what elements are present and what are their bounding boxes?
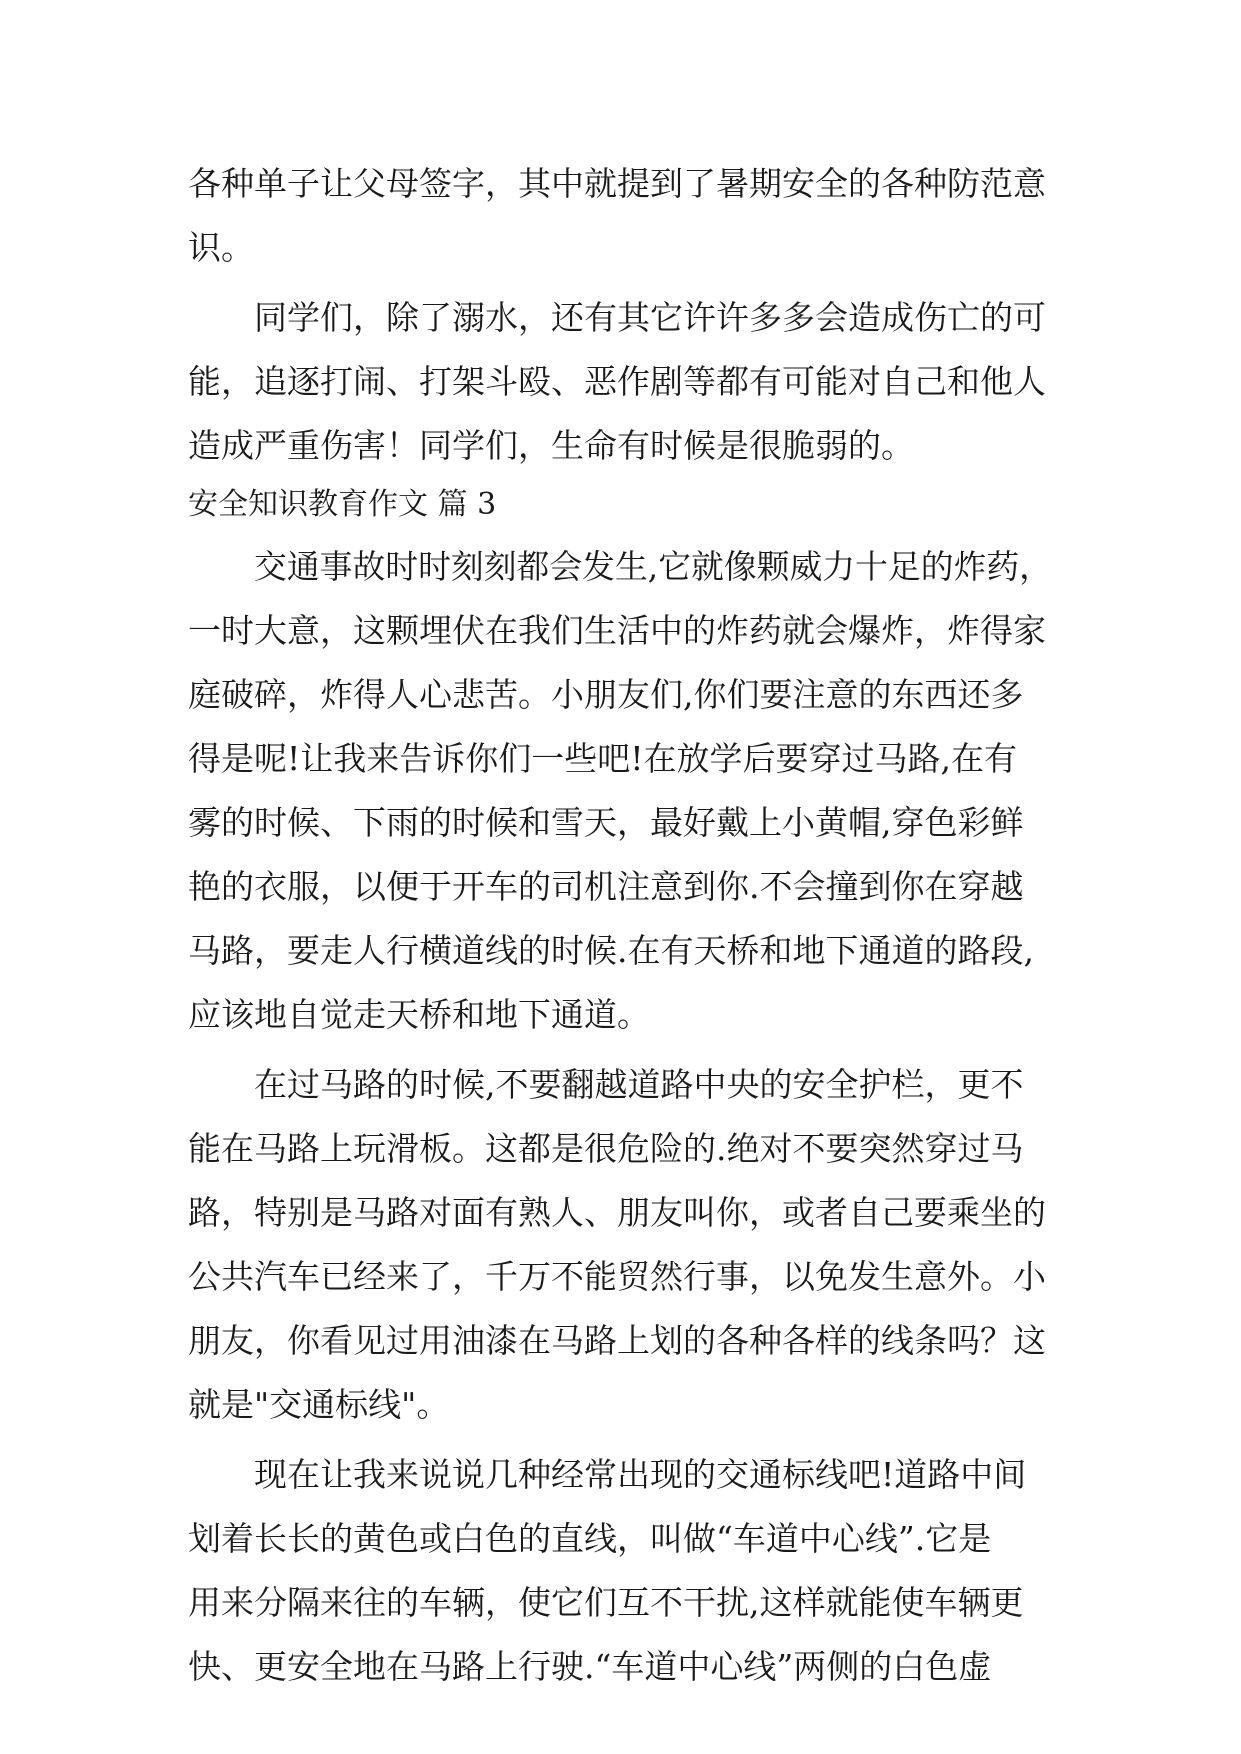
line-text: 路，特别是马路对面有熟人、朋友叫你，或者自己要乘坐的 <box>188 1193 1046 1232</box>
line-text: 雾的时候、下雨的时候和雪天，最好戴上小黄帽,穿色彩鲜 <box>188 803 1024 842</box>
paragraph-start <box>0 286 1241 350</box>
text-line <box>0 599 1241 663</box>
line-text: 能在马路上玩滑板。这都是很危险的.绝对不要突然穿过马 <box>188 1129 1024 1168</box>
line-text: 艳的衣服，以便于开车的司机注意到你.不会撞到你在穿越 <box>188 867 1024 906</box>
line-text: 庭破碎，炸得人心悲苦。小朋友们,你们要注意的东西还多 <box>188 675 1024 714</box>
line-text: 能，追逐打闹、打架斗殴、恶作剧等都有可能对自己和他人 <box>188 362 1046 401</box>
text-line <box>0 663 1241 727</box>
text-line <box>0 727 1241 791</box>
line-text: 就是"交通标线"。 <box>188 1385 450 1424</box>
text-line <box>0 1245 1241 1309</box>
line-text: 各种单子让父母签字，其中就提到了暑期安全的各种防范意 <box>188 164 1046 203</box>
text-line <box>0 791 1241 855</box>
text-line <box>0 1117 1241 1181</box>
line-text: 造成严重伤害！同学们，生命有时候是很脆弱的。 <box>188 426 914 465</box>
text-line <box>0 1571 1241 1635</box>
text-line <box>0 216 1241 280</box>
paragraph-start <box>0 1053 1241 1117</box>
line-text: 现在让我来说说几种经常出现的交通标线吧!道路中间 <box>254 1455 1027 1494</box>
text-line <box>0 919 1241 983</box>
line-text: 朋友，你看见过用油漆在马路上划的各种各样的线条吗？这 <box>188 1321 1046 1360</box>
line-text: 快、更安全地在马路上行驶.“车道中心线”两侧的白色虚 <box>188 1647 992 1686</box>
text-line <box>0 855 1241 919</box>
line-text: 得是呢!让我来告诉你们一些吧!在放学后要穿过马路,在有 <box>188 739 1018 778</box>
line-text: 识。 <box>188 228 254 267</box>
text-line <box>0 1635 1241 1699</box>
text-line <box>0 983 1241 1047</box>
line-text: 应该地自觉走天桥和地下通道。 <box>188 995 650 1034</box>
text-line <box>0 1309 1241 1373</box>
section-heading <box>0 473 1241 537</box>
text-line <box>0 1507 1241 1571</box>
line-text: 同学们，除了溺水，还有其它许许多多会造成伤亡的可 <box>254 298 1046 337</box>
line-text: 划着长长的黄色或白色的直线，叫做“车道中心线”.它是 <box>188 1519 992 1558</box>
paragraph-start <box>0 535 1241 599</box>
line-text: 在过马路的时候,不要翻越道路中央的安全护栏，更不 <box>254 1065 1024 1104</box>
line-text: 交通事故时时刻刻都会发生,它就像颗威力十足的炸药， <box>254 547 1053 586</box>
text-line <box>0 1181 1241 1245</box>
text-line <box>0 152 1241 216</box>
line-text: 马路，要走人行横道线的时候.在有天桥和地下通道的路段, <box>188 931 1034 970</box>
line-text: 公共汽车已经来了，千万不能贸然行事，以免发生意外。小 <box>188 1257 1046 1296</box>
heading-text: 安全知识教育作文 篇 3 <box>188 487 497 522</box>
line-text: 用来分隔来往的车辆，使它们互不干扰,这样就能使车辆更 <box>188 1583 1024 1622</box>
text-line <box>0 1373 1241 1437</box>
line-text: 一时大意，这颗埋伏在我们生活中的炸药就会爆炸，炸得家 <box>188 611 1046 650</box>
text-line <box>0 414 1241 478</box>
paragraph-start <box>0 1443 1241 1507</box>
text-line <box>0 350 1241 414</box>
